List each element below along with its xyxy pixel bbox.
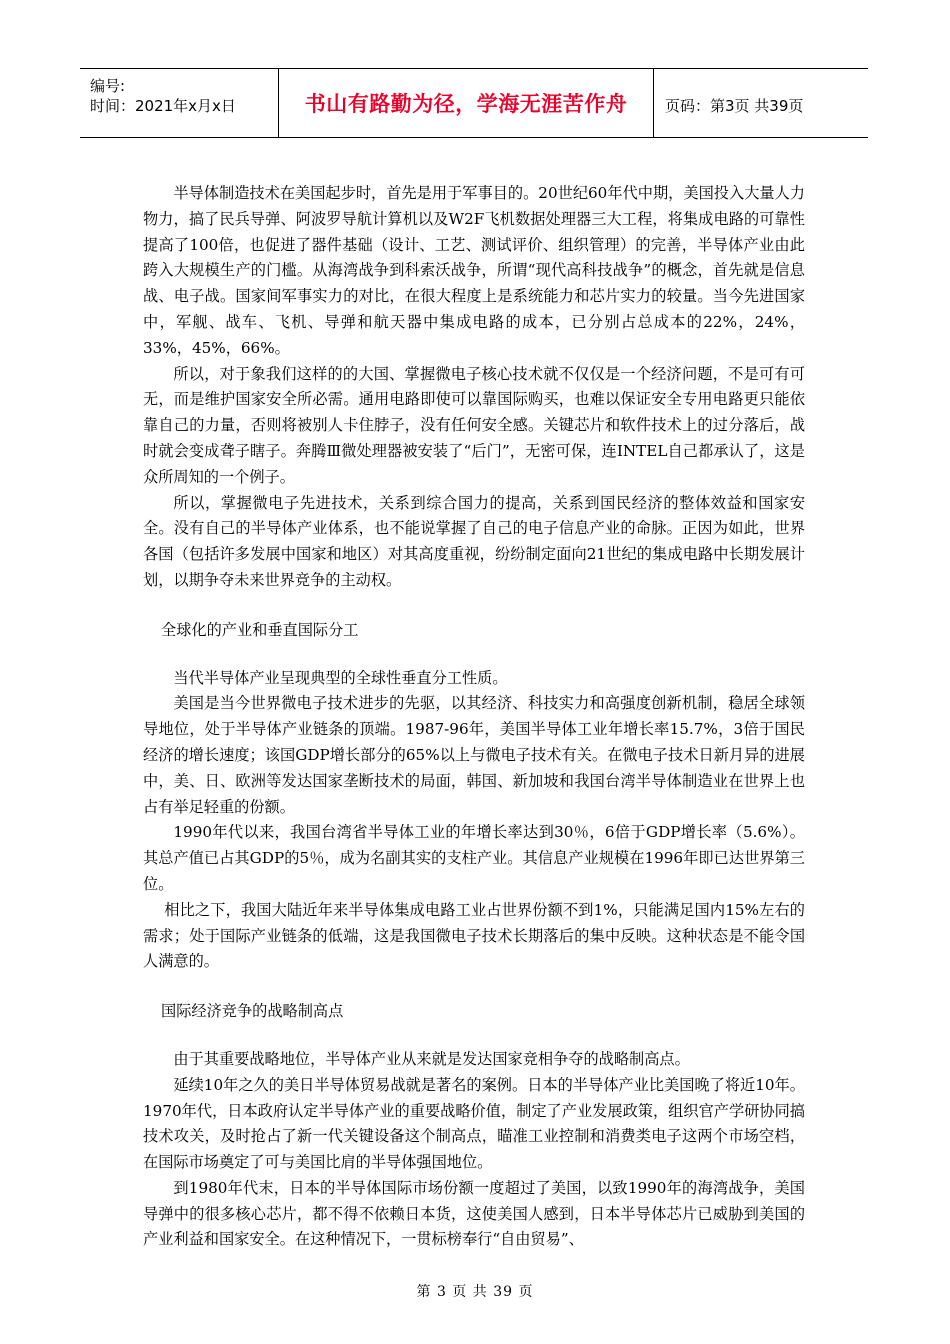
header-meta-cell — [80, 69, 279, 137]
header-motto: 书山有路勤为径，学海无涯苦作舟 — [279, 69, 654, 137]
paragraph: 当代半导体产业呈现典型的全球性垂直分工性质。 — [173, 668, 508, 687]
paragraph: 由于其重要战略地位，半导体产业从来就是发达国家竞相争夺的战略制高点。 — [173, 1049, 690, 1068]
time-label: 时间：2021年x月x日 — [90, 97, 236, 115]
page-header — [80, 68, 868, 138]
paragraph: 1990年代以来，我国台湾省半导体工业的年增长率达到30％，6倍于GDP增长率（5.6%）。其总产值已占其GDP的5％，成为名副其实的支柱产业。其信息产业规模在1996年即已达世界第三位。 — [143, 823, 805, 893]
page-footer: 第 3 页 共 39 页 — [416, 1284, 534, 1300]
paragraph: 所以，对于象我们这样的的大国、掌握微电子核心技术就不仅仅是一个经济问题，不是可有可无，而是维护国家安全所必需。通用电路即使可以靠国际购买，也难以保证安全专用电路更只能依靠自己的力量，否则将被别人卡住脖子，没有任何安全感。关键芯片和软件技术上的过分落后，战时就会变成聋子瞎子。奔腾Ⅲ微处理器被安装了“后门”，无密可保，连INTEL自己都承认了，这是众所周知的一个例子。 — [143, 364, 805, 486]
paragraph: 所以，掌握微电子先进技术，关系到综合国力的提高，关系到国民经济的整体效益和国家安全。没有自己的半导体产业体系，也不能说掌握了自己的电子信息产业的命脉。正因为如此，世界各国（包括许多发展中国家和地区）对其高度重视，纷纷制定面向21世纪的集成电路中长期发展计划，以期争夺未来世界竞争的主动权。 — [143, 493, 805, 589]
paragraph: 美国是当今世界微电子技术进步的先驱，以其经济、科技实力和高强度创新机制，稳居全球领导地位，处于半导体产业链条的顶端。1987-96年，美国半导体工业年增长率15.7%，3倍于国民经济的增长速度；该国GDP增长部分的65%以上与微电子技术有关。在微电子技术日新月异的进展中，美、日、欧洲等发达国家垄断技术的局面，韩国、新加坡和我国台湾半导体制造业在世界上也占有举足轻重的份额。 — [143, 694, 805, 816]
paragraph: 半导体制造技术在美国起步时，首先是用于军事目的。20世纪60年代中期，美国投入大量人力物力，搞了民兵导弹、阿波罗导航计算机以及W2F飞机数据处理器三大工程，将集成电路的可靠性提高了100倍，也促进了器件基础（设计、工艺、测试评价、组织管理）的完善，半导体产业由此跨入大规模生产的门槛。从海湾战争到科索沃战争，所谓“现代高科技战争”的概念，首先就是信息战、电子战。国家间军事实力的对比，在很大程度上是系统能力和芯片实力的较量。当今先进国家中，军舰、战车、飞机、导弹和航天器中集成电路的成本，已分别占总成本的22%，24%，33%，45%，66%。 — [143, 184, 805, 357]
document-body — [143, 181, 805, 1253]
section-heading: 全球化的产业和垂直国际分工 — [161, 620, 359, 639]
paragraph: 延续10年之久的美日半导体贸易战就是著名的案例。日本的半导体产业比美国晚了将近10年。1970年代，日本政府认定半导体产业的重要战略价值，制定了产业发展政策，组织官产学研协同搞技术攻关，及时抢占了新一代关键设备这个制高点，瞄准工业控制和消费类电子这两个市场空档，在国际市场奠定了可与美国比肩的半导体强国地位。 — [143, 1075, 805, 1172]
paragraph: 到1980年代末，日本的半导体国际市场份额一度超过了美国，以致1990年的海湾战争，美国导弹中的很多核心芯片，都不得不依赖日本货，这使美国人感到，日本半导体芯片已威胁到美国的产业利益和国家安全。在这种情况下，一贯标榜奉行“自由贸易”、 — [143, 1178, 805, 1249]
number-label: 编号: — [90, 77, 126, 95]
header-page-info: 页码：第3页 共39页 — [665, 97, 804, 115]
paragraph: 相比之下，我国大陆近年来半导体集成电路工业占世界份额不到1%，只能满足国内15%左右的需求；处于国际产业链条的低端，这是我国微电子技术长期落后的集中反映。这种状态是不能令国人满意的。 — [143, 900, 805, 971]
section-heading: 国际经济竞争的战略制高点 — [161, 1002, 344, 1021]
